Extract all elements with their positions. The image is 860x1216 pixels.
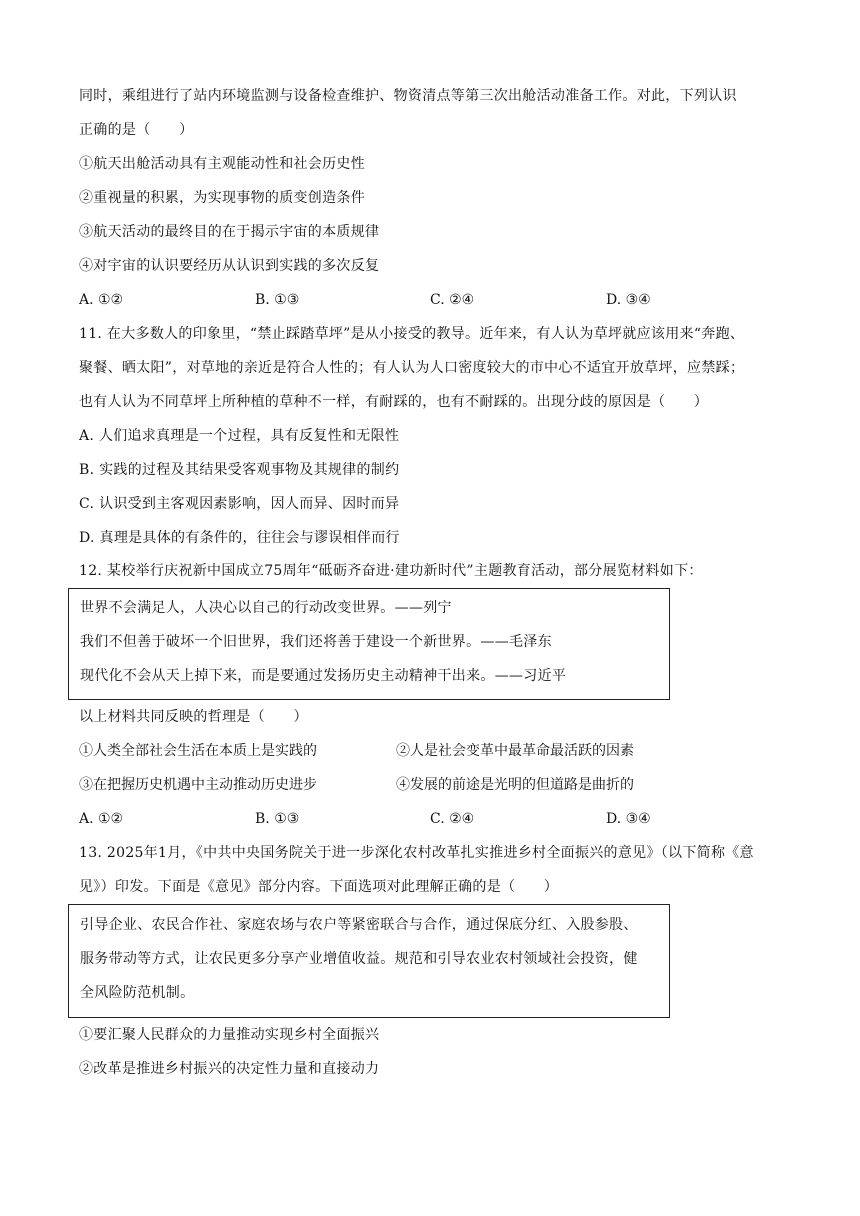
q11-option-b: B. 实践的过程及其结果受客观事物及其规律的制约 xyxy=(79,462,400,478)
q13-item-2: ②改革是推进乡村振兴的决定性力量和直接动力 xyxy=(79,1061,380,1077)
q13-excerpt-line-3: 全风险防范机制。 xyxy=(80,985,195,1001)
q12-item-1: ①人类全部社会生活在本质上是实践的 xyxy=(79,743,317,759)
q12-quote-lenin: 世界不会满足人，人决心以自己的行动改变世界。——列宁 xyxy=(80,600,452,616)
q10-option-a: A. ①② xyxy=(79,292,124,308)
q12-item-4: ④发展的前途是光明的但道路是曲折的 xyxy=(396,777,634,793)
q12-item-3: ③在把握历史机遇中主动推动历史进步 xyxy=(79,777,317,793)
q10-item-1: ①航天出舱活动具有主观能动性和社会历史性 xyxy=(79,156,365,172)
q12-option-c: C. ②④ xyxy=(430,811,475,827)
q12-quote-xi: 现代化不会从天上掉下来，而是要通过发扬历史主动精神干出来。——习近平 xyxy=(80,668,567,684)
q11-option-a: A. 人们追求真理是一个过程，具有反复性和无限性 xyxy=(79,428,400,444)
q12-option-a: A. ①② xyxy=(79,811,124,827)
q13-stem-line-2: 见》）印发。下面是《意见》部分内容。下面选项对此理解正确的是（ ） xyxy=(79,879,559,895)
q13-excerpt-line-1: 引导企业、农民合作社、家庭农场与农户等紧密联合与合作，通过保底分红、入股参股、 xyxy=(80,917,638,933)
q12-quote-box xyxy=(68,588,670,700)
q13-excerpt-line-2: 服务带动等方式，让农民更多分享产业增值收益。规范和引导农业农村领域社会投资，健 xyxy=(80,951,638,967)
q11-stem-line-2: 聚餐、晒太阳”，对草地的亲近是符合人性的；有人认为人口密度较大的市中心不适宜开放草坪，应禁踩； xyxy=(79,360,745,376)
q13-stem-line-1: 13. 2025年1月，《中共中央国务院关于进一步深化农村改革扎实推进乡村全面振兴的意见》（以下简称《意 xyxy=(79,845,754,861)
q10-item-4: ④对宇宙的认识要经历从认识到实践的多次反复 xyxy=(79,258,380,274)
q10-option-c: C. ②④ xyxy=(430,292,475,308)
q12-option-b: B. ①③ xyxy=(255,811,300,827)
q12-item-2: ②人是社会变革中最革命最活跃的因素 xyxy=(396,743,634,759)
q11-stem-line-1: 11. 在大多数人的印象里，“禁止踩踏草坪”是从小接受的教导。近年来，有人认为草坪就应该用来“奔跑、 xyxy=(79,326,745,342)
q10-option-b: B. ①③ xyxy=(255,292,300,308)
q11-option-d: D. 真理是具体的有条件的，往往会与谬误相伴而行 xyxy=(79,530,400,546)
q11-option-c: C. 认识受到主客观因素影响，因人而异、因时而异 xyxy=(79,496,400,512)
q10-option-d: D. ③④ xyxy=(606,292,651,308)
q12-stem: 12. 某校举行庆祝新中国成立75周年“砥砺齐奋进·建功新时代”主题教育活动，部分展览材料如下： xyxy=(79,563,703,579)
q13-item-1: ①要汇聚人民群众的力量推动实现乡村全面振兴 xyxy=(79,1027,380,1043)
q10-item-3: ③航天活动的最终目的在于揭示宇宙的本质规律 xyxy=(79,224,380,240)
q12-question: 以上材料共同反映的哲理是（ ） xyxy=(79,709,308,725)
q13-excerpt-box xyxy=(68,904,670,1018)
q12-quote-mao: 我们不但善于破坏一个旧世界，我们还将善于建设一个新世界。——毛泽东 xyxy=(80,634,552,650)
q10-item-2: ②重视量的积累，为实现事物的质变创造条件 xyxy=(79,190,365,206)
q12-option-d: D. ③④ xyxy=(606,811,651,827)
q11-stem-line-3: 也有人认为不同草坪上所种植的草种不一样，有耐踩的，也有不耐踩的。出现分歧的原因是（ ） xyxy=(79,394,709,410)
q10-stem-line-1: 同时，乘组进行了站内环境监测与设备检查维护、物资清点等第三次出舱活动准备工作。对此，下列认识 xyxy=(79,88,737,104)
q10-stem-line-2: 正确的是（ ） xyxy=(79,122,194,138)
